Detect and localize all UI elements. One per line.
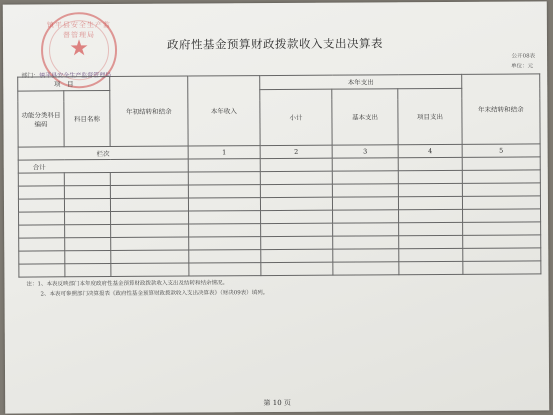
col-number: 5 [462,144,540,157]
table-cell [18,199,64,212]
table-cell [64,199,110,212]
table-cell [260,158,332,171]
table-cell [111,237,189,250]
table-cell [399,222,463,235]
form-code: 公开08表 [511,53,536,60]
table-row [19,261,541,277]
table-cell [398,196,462,209]
table-cell [398,183,462,196]
table-cell [399,248,463,261]
department-name: 镇平县安全生产监督管理局 [39,72,112,80]
document-page [3,1,549,413]
table-cell [261,249,333,262]
table-cell [399,261,463,274]
col-number: 3 [332,145,398,158]
header-subtotal: 小计 [260,89,332,145]
seal-star-icon: ★ [69,36,89,62]
table-cell [333,249,399,262]
document-title: 政府性基金预算财政拨款收入支出决算表 [166,36,384,52]
header-basic-expense: 基本支出 [332,89,398,145]
table-cell [332,197,398,210]
table-cell [462,196,540,209]
table-cell [188,159,260,172]
table-cell [261,210,333,223]
table-cell [189,211,261,224]
table-cell [332,171,398,184]
header-annual-income: 本年收入 [188,76,260,146]
table-cell [399,235,463,248]
table-cell [260,171,332,184]
table-cell [19,238,65,251]
table-cell [111,224,189,237]
unit-label: 单位：元 [511,63,534,70]
table-cell [65,251,111,264]
table-cell [19,225,65,238]
table-cell [333,210,399,223]
table-cell [463,261,541,274]
table-cell [332,158,398,171]
table-cell [398,157,462,170]
table-cell [188,198,260,211]
table-cell [261,223,333,236]
table-cell [261,262,333,275]
col-index-label: 栏次 [18,146,188,160]
table-cell [110,185,188,198]
table-cell [261,236,333,249]
table-cell [65,212,111,225]
page-number: 第 10 页 [263,398,291,408]
table-cell [111,211,189,224]
table-cell [189,237,261,250]
table-cell [333,223,399,236]
table-cell [188,185,260,198]
table-cell [65,238,111,251]
header-annual-expense: 本年支出 [260,74,462,89]
table-cell [110,172,188,185]
table-cell [462,170,540,183]
table-cell [18,186,64,199]
header-func-class-code: 功能分类科目编码 [18,91,64,147]
table-cell [463,222,541,235]
header-item: 项 目 [18,77,110,92]
table-cell [19,264,65,277]
table-cell [399,209,463,222]
header-begin-balance: 年初结转和结余 [110,76,188,146]
table-cell [398,170,462,183]
table-cell [463,248,541,261]
table-cell [188,172,260,185]
total-label: 合计 [18,159,188,173]
table-cell [65,225,111,238]
table-cell [65,264,111,277]
table-cell [462,183,540,196]
table-cell [260,184,332,197]
table-cell [189,250,261,263]
table-cell [333,236,399,249]
seal-text: 镇平县安全生产监督管理局 [46,21,111,40]
col-number: 2 [260,145,332,158]
table-cell [260,197,332,210]
col-number: 1 [188,146,260,159]
department-label: 部门： [21,72,40,80]
table-cell [189,263,261,276]
table-cell [463,235,541,248]
col-number: 4 [398,144,462,157]
table-cell [111,250,189,263]
table-body [18,170,541,277]
table-cell [463,209,541,222]
header-end-balance: 年末结转和结余 [462,74,540,144]
table-cell [64,186,110,199]
header-project-expense: 项目支出 [398,88,462,144]
table-cell [18,173,64,186]
note-line: 2、本表可参照部门决算报表《政府性基金预算财政拨款收入支出决算表》（财决09表）填列。 [40,290,269,298]
table-cell [333,262,399,275]
table-cell [19,251,65,264]
notes [26,278,268,299]
table-cell [19,212,65,225]
header-subject-name: 科目名称 [64,91,110,147]
table-cell [110,198,188,211]
budget-table [17,73,541,277]
note-line: 注：1、本表反映部门本年度政府性基金预算财政拨款收入支出及结转和结余情况。 [26,280,228,288]
table-cell [111,263,189,276]
table-cell [462,157,540,170]
table-cell [189,224,261,237]
table-cell [64,173,110,186]
table-cell [332,184,398,197]
